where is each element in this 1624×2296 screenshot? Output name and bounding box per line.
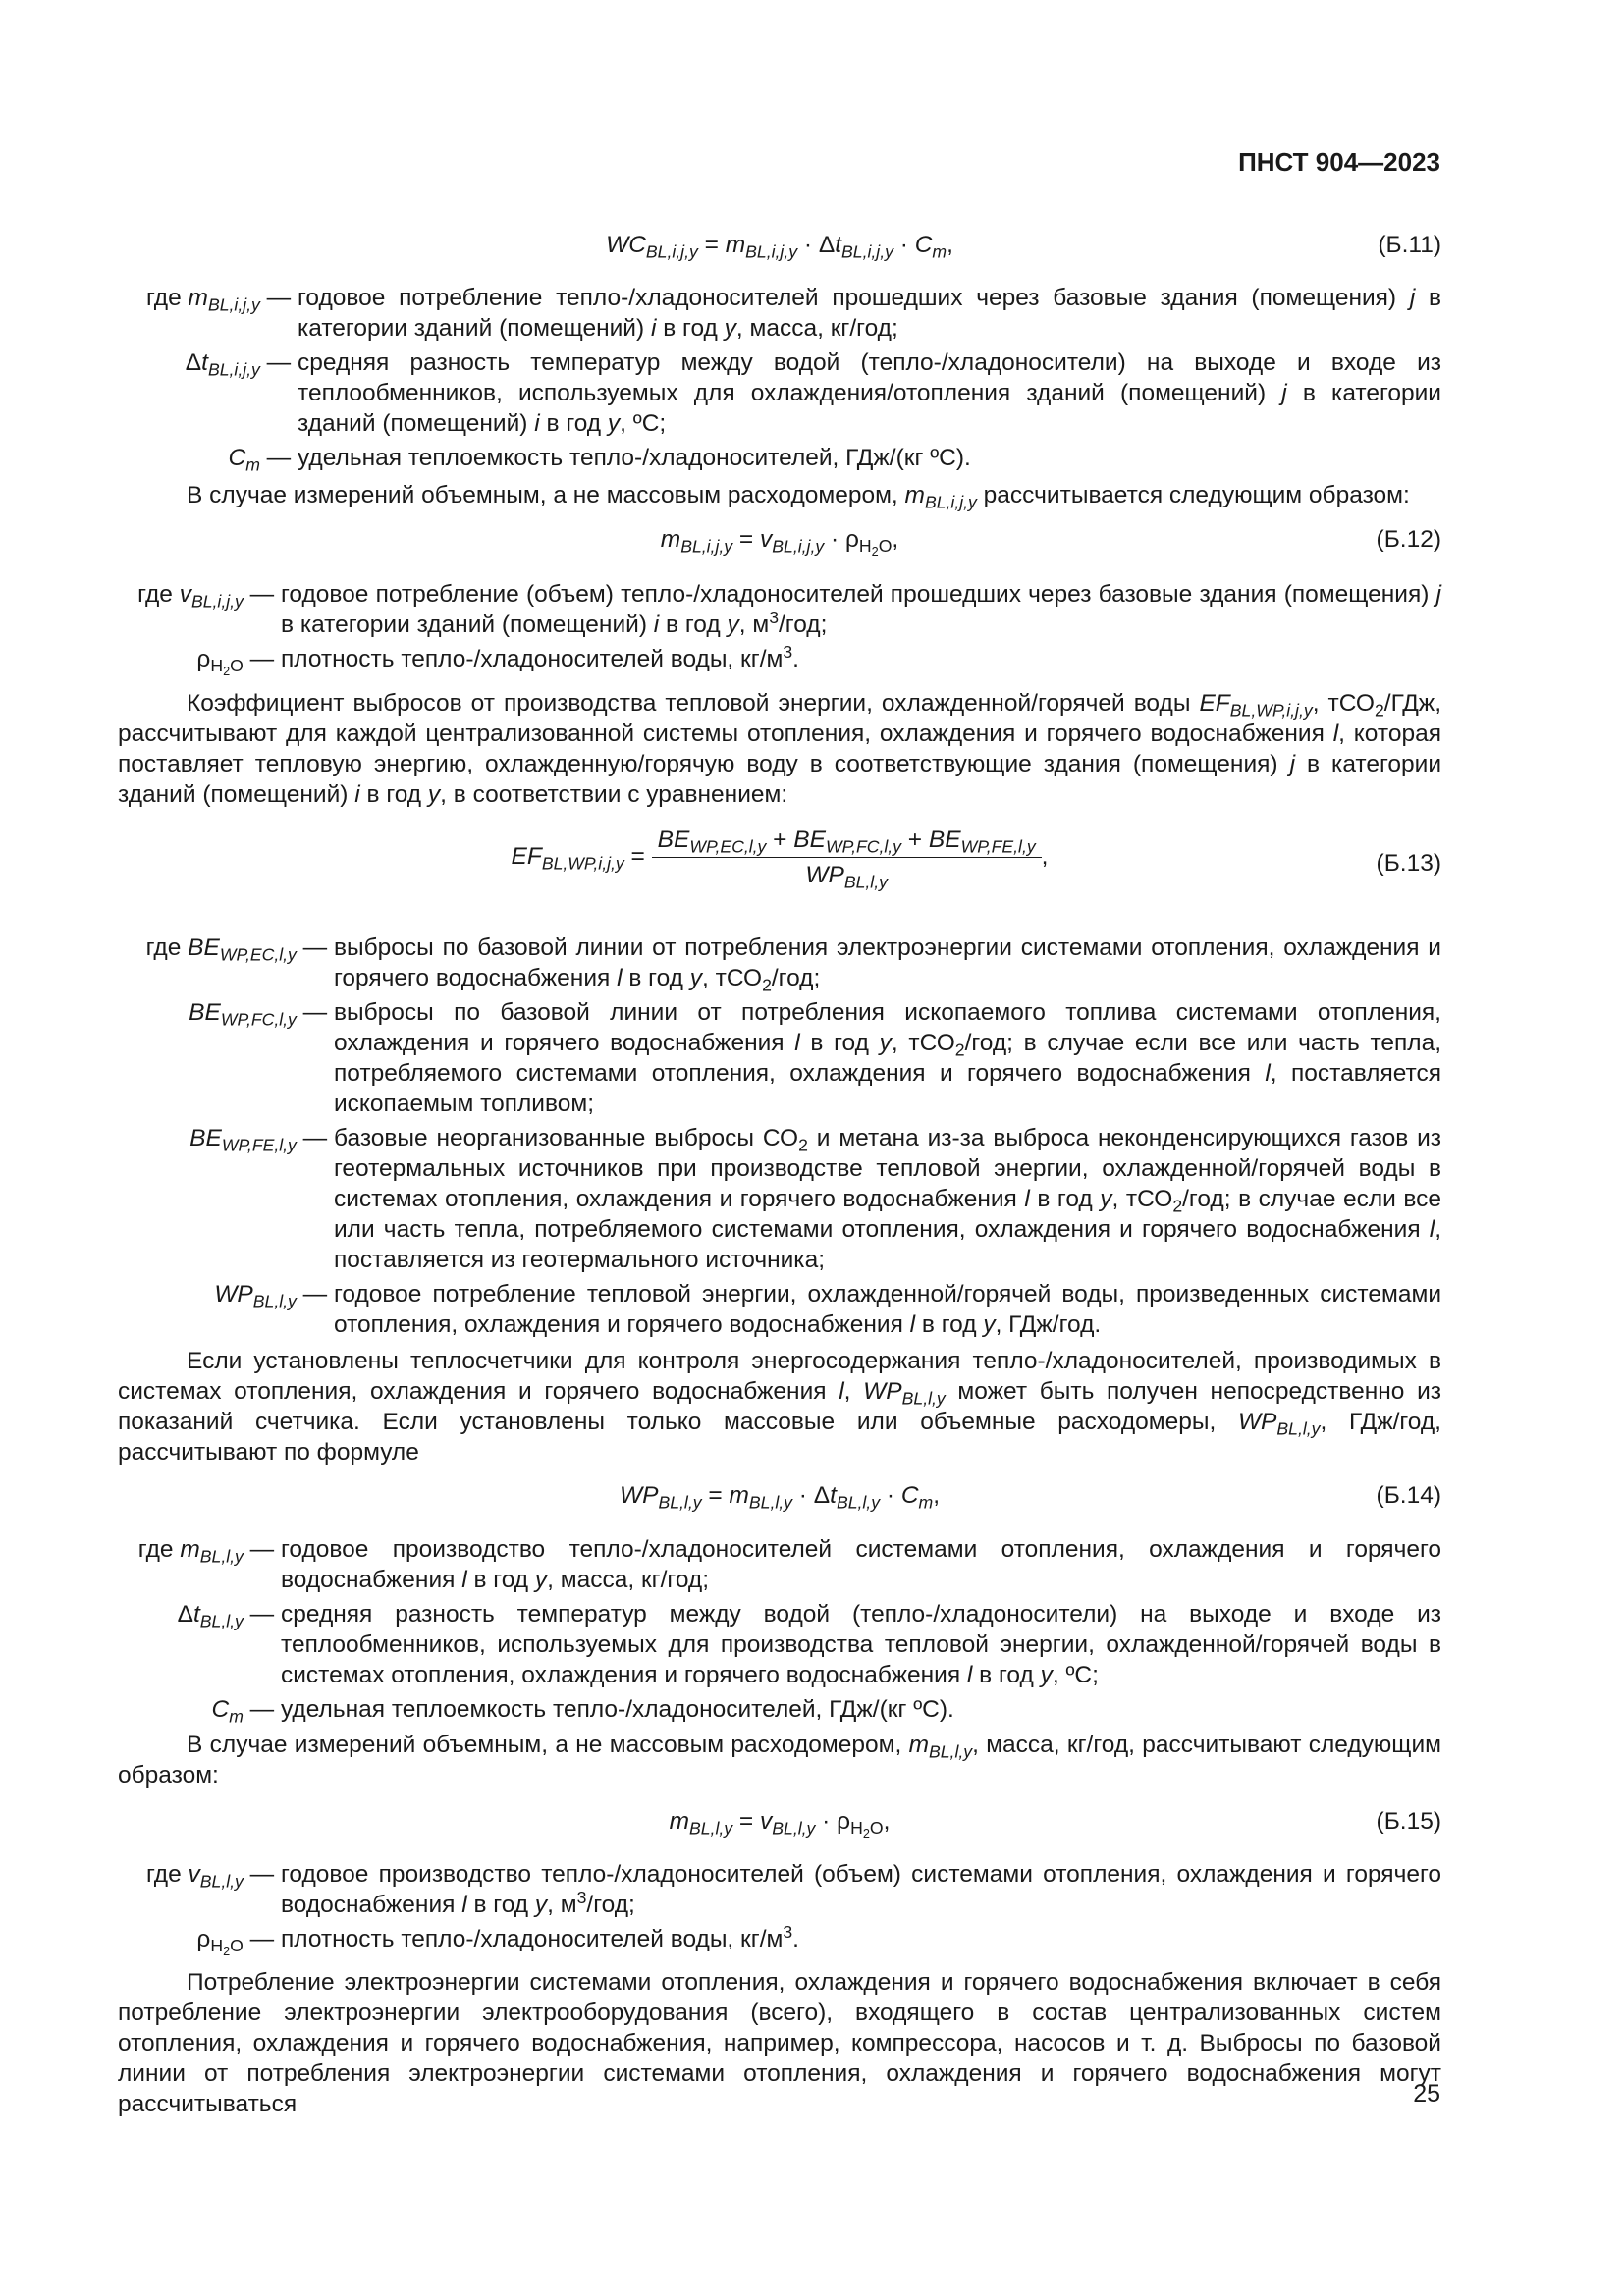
- definitions-b13: [118, 933, 1441, 1344]
- equation-number: (Б.11): [1378, 232, 1441, 258]
- definitions-b12: [118, 579, 1441, 678]
- definition-item: $\Delta t_{BL,i,j,y}$ — средняя разность температур между водой (тепло-/хладоносители) на выходе и входе из теплообменников, используемых для охлаждения/отопления зданий (помещений) j в категории зданий (помещений) i в год y, ºС;: [185, 349, 1441, 437]
- equation-number: (Б.13): [1376, 850, 1441, 877]
- definition-text: выбросы по базовой линии от потребления электроэнергии системами отопления, охлаждения и горячего водоснабжения l в год y, тСО$_2$/год;: [334, 934, 1441, 995]
- equation-b11: [118, 230, 1441, 269]
- definition-item: $C_m$ — удельная теплоемкость тепло-/хладоносителей, ГДж/(кг ºС).: [118, 1694, 1441, 1725]
- definition-item: $WP_{BL,l,y}$ — годовое потребление тепловой энергии, охлажденной/горячей воды, произведенных системами отопления, охлаждения и горячего водоснабжения l в год y, ГДж/год.: [214, 1281, 1441, 1338]
- definitions-b11: [118, 283, 1441, 477]
- definition-text: плотность тепло-/хладоносителей воды, $кг/м^3$.: [281, 642, 799, 672]
- definition-item: $BE_{WP,FE,l,y}$ — базовые неорганизованные выбросы $СО_2$ и метана из-за выброса неконденсирующихся газов из геотермальных источников при производстве тепловой энергии, охлажденной/горячей воды в системах отопления, охлаждения и горячего водоснабжения l в год y, тСО$_2$/год; в случае если все или часть тепла, потребляемого системами отопления, охлаждения и горячего водоснабжения l, поставляется из геотермального источника;: [189, 1125, 1442, 1273]
- equation-number: (Б.15): [1376, 1808, 1441, 1835]
- formula: $m_{BL,i,j,y} = v_{BL,i,j,y} \cdot \rho_{H_2O}$,: [660, 526, 899, 560]
- definition-text: удельная теплоемкость тепло-/хладоносителей, ГДж/(кг ºС).: [298, 445, 971, 471]
- definition-item: где $v_{BL,i,j,y}$ — годовое потребление (объем) тепло-/хладоносителей прошедших через базовые здания (помещения) j в категории зданий (помещений) i в год y, $м^3$/год;: [137, 581, 1441, 638]
- formula: $WP_{BL,l,y} = m_{BL,l,y} \cdot \Delta t_{BL,l,y} \cdot C_m$,: [619, 1482, 941, 1513]
- paragraph: Если установлены теплосчетчики для контроля энергосодержания тепло-/хладоносителей, производимых в системах отопления, охлаждения и горячего водоснабжения l, $WP_{BL,l,y}$ может быть получен непосредственно из показаний счетчика. Если установлены только массовые или объемные расходомеры, $WP_{BL,l,y}$, ГДж/год, рассчитывают по формуле: [118, 1348, 1441, 1466]
- definition-text: годовое производство тепло-/хладоносителей системами отопления, охлаждения и горячего водоснабжения l в год y, масса, кг/год;: [281, 1536, 1441, 1593]
- definition-text: годовое производство тепло-/хладоносителей (объем) системами отопления, охлаждения и горячего водоснабжения l в год y, $м^3$/год;: [281, 1861, 1441, 1918]
- definition-text: средняя разность температур между водой (тепло-/хладоносители) на выходе и входе из теплообменников, используемых для охлаждения/отопления зданий (помещений) j в категории зданий (помещений) i в год y, ºС;: [298, 349, 1441, 437]
- definition-item: где $m_{BL,l,y}$ — годовое производство тепло-/хладоносителей системами отопления, охлаждения и горячего водоснабжения l в год y, масса, кг/год;: [137, 1536, 1441, 1593]
- formula: $m_{BL,l,y} = v_{BL,l,y} \cdot \rho_{H_2O}$,: [669, 1808, 891, 1842]
- paragraph: В случае измерений объемным, а не массовым расходомером, $m_{BL,i,j,y}$ рассчитывается следующим образом:: [187, 482, 1410, 512]
- equation-b14: [118, 1480, 1441, 1520]
- definition-item: где $v_{BL,l,y}$ — годовое производство тепло-/хладоносителей (объем) системами отопления, охлаждения и горячего водоснабжения l в год y, $м^3$/год;: [145, 1861, 1441, 1918]
- formula: $EF_{BL,WP,i,j,y}$ = $\frac{BE_{WP,EC,l,y} + BE_{WP,FC,l,y} + BE_{WP,FE,l,y}}{WP_{BL,l,y}}$ ,: [511, 827, 1049, 892]
- equation-b13: [118, 825, 1441, 903]
- definition-text: плотность тепло-/хладоносителей воды, $кг/м^3$.: [281, 1922, 799, 1952]
- paragraph: В случае измерений объемным, а не массовым расходомером, $m_{BL,l,y}$, масса, кг/год, рассчитывают следующим образом:: [118, 1732, 1441, 1789]
- definitions-b14: [118, 1534, 1441, 1729]
- equation-number: (Б.12): [1376, 526, 1441, 553]
- definition-item: $\Delta t_{BL,l,y}$ — средняя разность температур между водой (тепло-/хладоносители) на выходе и входе из теплообменников, используемых для производства тепловой энергии, охлажденной/горячей воды в системах отопления, охлаждения и горячего водоснабжения l в год y, ºС;: [177, 1601, 1441, 1688]
- definition-text: выбросы по базовой линии от потребления ископаемого топлива системами отопления, охлаждения и горячего водоснабжения l в год y, тСО$_2$/год; в случае если все или часть тепла, потребляемого системами отопления, охлаждения и горячего водоснабжения l, поставляется ископаемым топливом;: [334, 999, 1442, 1117]
- definition-item: $\rho_{H_2O}$ — плотность тепло-/хладоносителей воды, $кг/м^3$.: [118, 644, 1441, 674]
- definition-item: где $BE_{WP,EC,l,y}$ — выбросы по базовой линии от потребления электроэнергии системами отопления, охлаждения и горячего водоснабжения l в год y, тСО$_2$/год;: [145, 934, 1441, 995]
- document-id: ПНСТ 904—2023: [1238, 147, 1440, 177]
- page-number: 25: [1413, 2080, 1440, 2108]
- equation-b12: [118, 524, 1441, 563]
- definition-text: годовое потребление тепловой энергии, охлажденной/горячей воды, произведенных системами отопления, охлаждения и горячего водоснабжения l в год y, ГДж/год.: [334, 1281, 1441, 1338]
- equation-number: (Б.14): [1376, 1482, 1441, 1509]
- definition-text: средняя разность температур между водой (тепло-/хладоносители) на выходе и входе из теплообменников, используемых для производства тепловой энергии, охлажденной/горячей воды в системах отопления, охлаждения и горячего водоснабжения l в год y, ºС;: [281, 1601, 1441, 1688]
- definition-item: $C_m$ — удельная теплоемкость тепло-/хладоносителей, ГДж/(кг ºС).: [118, 443, 1441, 473]
- definitions-b15: [118, 1859, 1441, 1958]
- definition-text: удельная теплоемкость тепло-/хладоносителей, ГДж/(кг ºС).: [281, 1696, 954, 1723]
- paragraph: Потребление электроэнергии системами отопления, охлаждения и горячего водоснабжения включает в себя потребление электроэнергии электрооборудования (всего), входящего в состав централизованных систем отопления, охлаждения и горячего водоснабжения, например, компрессора, насосов и т. д. Выбросы по базовой линии от потребления электроэнергии системами отопления, охлаждения и горячего водоснабжения могут рассчитываться: [118, 1969, 1441, 2117]
- definition-item: $\rho_{H_2O}$ — плотность тепло-/хладоносителей воды, $кг/м^3$.: [118, 1924, 1441, 1954]
- formula: $WC_{BL,i,j,y} = m_{BL,i,j,y} \cdot \Delta t_{BL,i,j,y} \cdot C_m$,: [606, 232, 953, 262]
- definition-text: годовое потребление (объем) тепло-/хладоносителей прошедших через базовые здания (помещения) j в категории зданий (помещений) i в год y, $м^3$/год;: [281, 581, 1441, 638]
- paragraph: Коэффициент выбросов от производства тепловой энергии, охлажденной/горячей воды $EF_{BL,WP,i,j,y}$, тСО$_2$/ГДж, рассчитывают для каждой централизованной системы отопления, охлаждения и горячего водоснабжения l, которая поставляет тепловую энергию, охлажденную/горячую воду в соответствующие здания (помещения) j в категории зданий (помещений) i в год y, в соответствии с уравнением:: [118, 690, 1442, 808]
- definition-item: где $m_{BL,i,j,y}$ — годовое потребление тепло-/хладоносителей прошедших через базовые здания (помещения) j в категории зданий (помещений) i в год y, масса, кг/год;: [145, 285, 1441, 342]
- definition-item: $BE_{WP,FC,l,y}$ — выбросы по базовой линии от потребления ископаемого топлива системами отопления, охлаждения и горячего водоснабжения l в год y, тСО$_2$/год; в случае если все или часть тепла, потребляемого системами отопления, охлаждения и горячего водоснабжения l, поставляется ископаемым топливом;: [189, 999, 1442, 1117]
- equation-b15: [118, 1806, 1441, 1845]
- definition-text: годовое потребление тепло-/хладоносителей прошедших через базовые здания (помещения) j в категории зданий (помещений) i в год y, масса, кг/год;: [298, 285, 1441, 342]
- definition-text: базовые неорганизованные выбросы $СО_2$ и метана из-за выброса неконденсирующихся газов из геотермальных источников при производстве тепловой энергии, охлажденной/горячей воды в системах отопления, охлаждения и горячего водоснабжения l в год y, тСО$_2$/год; в случае если все или часть тепла, потребляемого системами отопления, охлаждения и горячего водоснабжения l, поставляется из геотермального источника;: [334, 1125, 1442, 1273]
